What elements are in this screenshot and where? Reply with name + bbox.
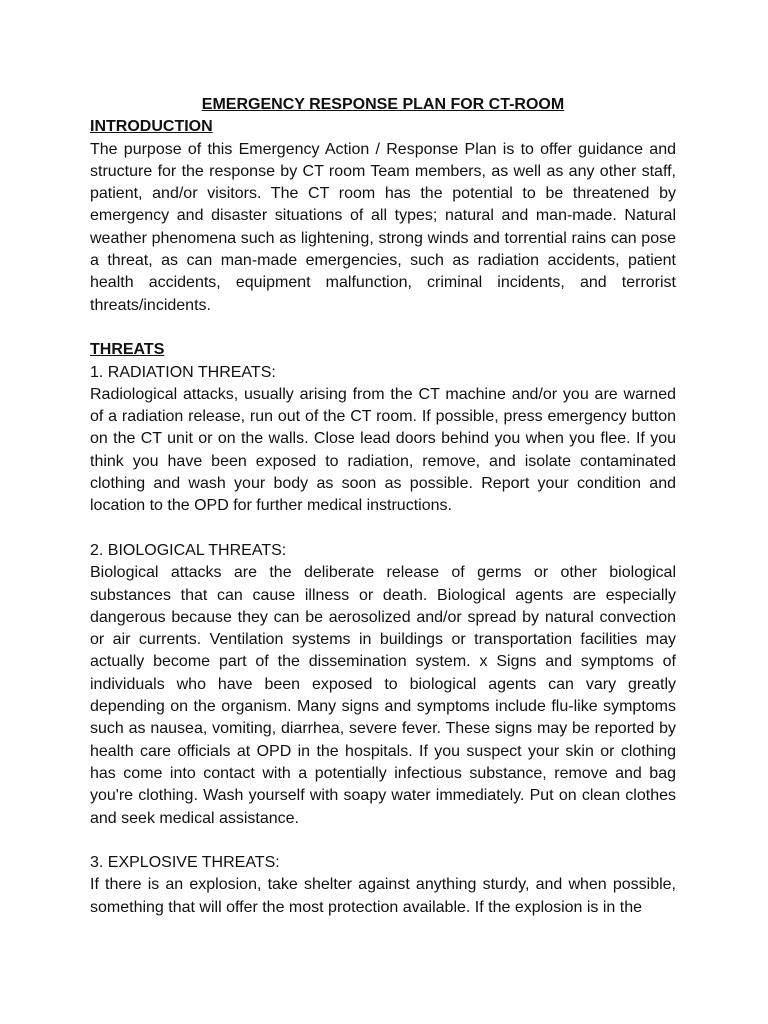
- radiation-threats-paragraph: Radiological attacks, usually arising from the CT machine and/or you are warned of a radiation release, run out of the CT room. If possible, press emergency button on the CT unit or on the walls. Close lead doors behind you when you flee. If you think you have been exposed to radiation, remove, and isolate contaminated clothing and wash your body as soon as possible. Report your condition and location to the OPD for further medical instructions.: [90, 385, 676, 515]
- explosive-threats-label: 3. EXPLOSIVE THREATS:: [90, 854, 280, 872]
- biological-threats-paragraph: Biological attacks are the deliberate release of germs or other biological substances that can cause illness or death. Biological agents are especially dangerous because they can be aerosolized and/or spread by natural convection or air currents. Ventilation systems in buildings or transportation facilities may actually become part of the dissemination system. x Signs and symptoms of individuals who have been exposed to biological agents can vary greatly depending on the organism. Many signs and symptoms include flu-like symptoms such as nausea, vomiting, diarrhea, severe fever. These signs may be reported by health care officials at OPD in the hospitals. If you suspect your skin or clothing has come into contact with a potentially infectious substance, remove and bag you're clothing. Wash yourself with soapy water immediately. Put on clean clothes and seek medical assistance.: [90, 564, 676, 827]
- document-title: EMERGENCY RESPONSE PLAN FOR CT-ROOM: [201, 96, 565, 113]
- introduction-heading: INTRODUCTION: [90, 118, 213, 136]
- biological-threats-label: 2. BIOLOGICAL THREATS:: [90, 541, 287, 559]
- document-page: [90, 94, 676, 919]
- section-spacer: [90, 830, 676, 852]
- explosive-threats-paragraph: If there is an explosion, take shelter against anything sturdy, and when possible, something that will offer the most protection available. If the explosion is in the: [90, 876, 676, 916]
- threats-heading: THREATS: [90, 341, 165, 359]
- section-spacer: [90, 518, 676, 540]
- section-spacer: [90, 317, 676, 339]
- radiation-threats-label: 1. RADIATION THREATS:: [90, 363, 276, 381]
- introduction-paragraph: The purpose of this Emergency Action / Response Plan is to offer guidance and structure for the response by CT room Team members, as well as any other staff, patient, and/or visitors. The CT room has the potential to be threatened by emergency and disaster situations of all types; natural and man-made. Natural weather phenomena such as lightening, strong winds and torrential rains can pose a threat, as can man-made emergencies, such as radiation accidents, patient health accidents, equipment malfunction, criminal incidents, and terrorist threats/incidents.: [90, 140, 676, 314]
